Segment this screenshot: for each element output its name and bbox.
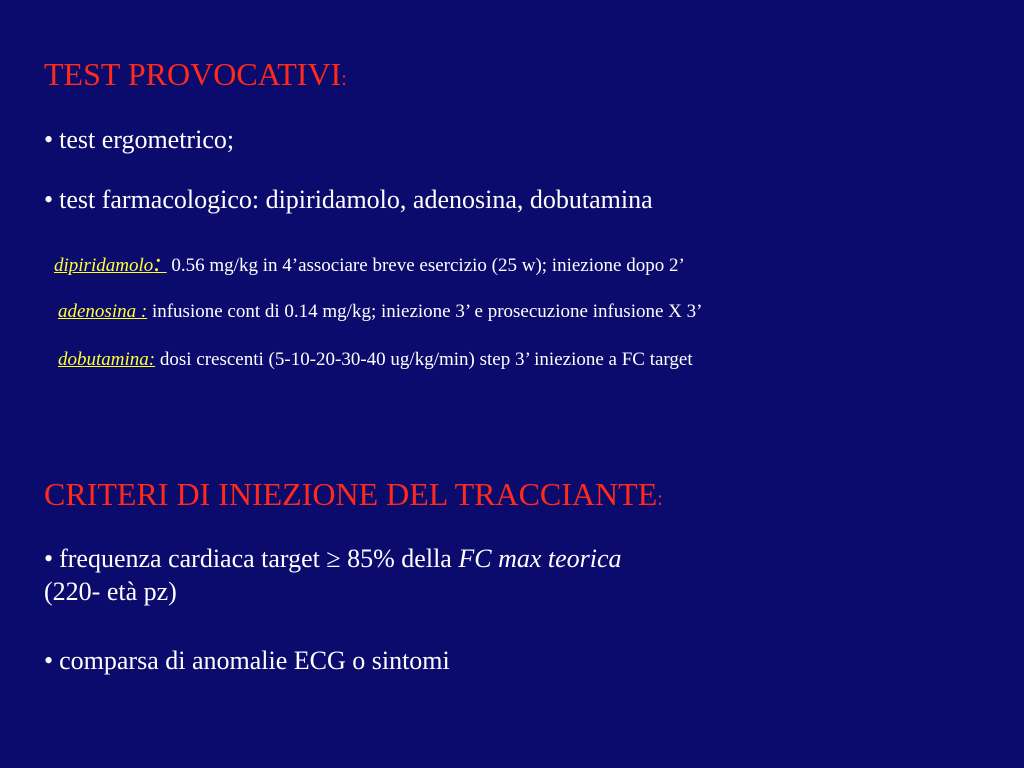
section-title-test-provocativi (44, 58, 347, 90)
section-title-colon: : (657, 488, 663, 510)
drug-item-dipiridamolo (54, 250, 685, 276)
drug-name (54, 248, 167, 277)
bullet-comparsa-anomalie (44, 645, 450, 678)
drug-name: dobutamina: (58, 349, 156, 370)
drug-name: adenosina : (58, 301, 148, 322)
bullet-text: test ergometrico; (59, 125, 235, 154)
drug-item-dobutamina (58, 350, 693, 369)
bullet-dot: • (44, 544, 54, 573)
section-title-colon: : (341, 68, 347, 90)
drug-name-text: dipiridamolo (54, 255, 154, 276)
bullet-text: frequenza cardiaca target ≥ 85% della (59, 544, 459, 573)
bullet-test-farmacologico (44, 184, 653, 217)
section-title-text: TEST PROVOCATIVI (44, 56, 342, 92)
bullet-text: comparsa di anomalie ECG o sintomi (59, 646, 450, 675)
bullet-frequenza-cardiaca (44, 543, 622, 608)
bullet-text: test farmacologico: dipiridamolo, adenosina, dobutamina (59, 185, 653, 214)
drug-item-adenosina (58, 302, 702, 321)
drug-description: 0.56 mg/kg in 4’associare breve esercizio (25 w); iniezione dopo 2’ (171, 255, 685, 276)
bullet-text-italic: FC max teorica (458, 544, 622, 573)
bullet-line-2: (220- età pz) (44, 576, 177, 606)
drug-description: infusione cont di 0.14 mg/kg; iniezione 3’ e prosecuzione infusione X 3’ (151, 301, 703, 322)
bullet-dot: • (44, 125, 54, 154)
bullet-dot: • (44, 646, 54, 675)
drug-name-colon: : (153, 248, 162, 277)
bullet-test-ergometrico (44, 124, 234, 157)
section-title-text: CRITERI DI INIEZIONE DEL TRACCIANTE (44, 476, 658, 512)
section-title-criteri-iniezione (44, 478, 663, 510)
bullet-dot: • (44, 185, 54, 214)
drug-description: dosi crescenti (5-10-20-30-40 ug/kg/min) step 3’ iniezione a FC target (159, 349, 693, 370)
bullet-line-1 (44, 543, 622, 576)
